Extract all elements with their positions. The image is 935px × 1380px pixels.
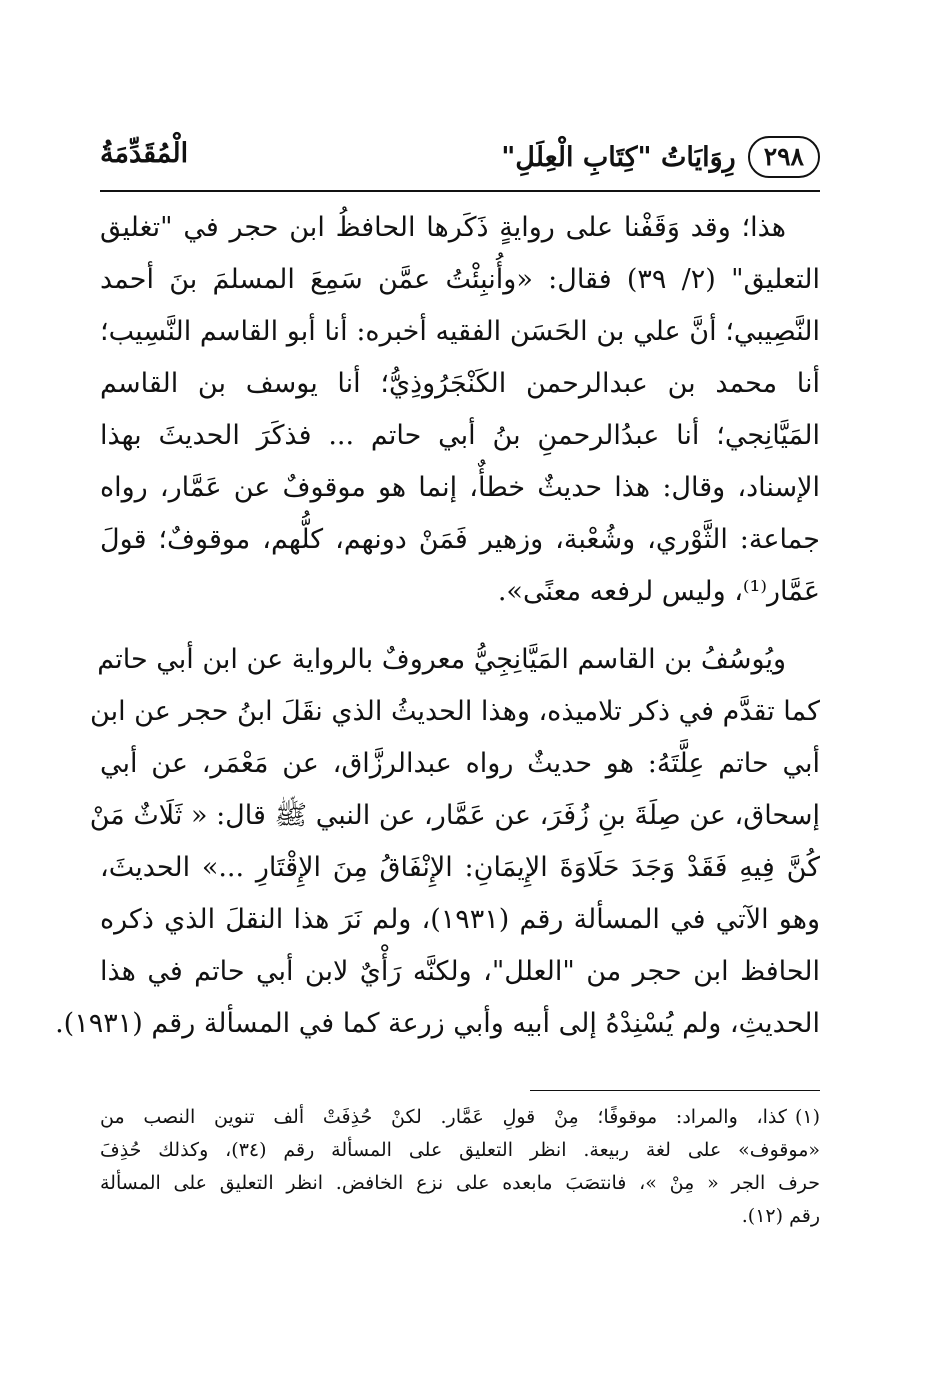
text-line: إسحاق، عن صِلَةَ بنِ زُفَرَ، عن عَمَّار، عن النبي ﷺ قال: « ثَلَاثٌ مَنْ <box>89 800 820 831</box>
text-line: الحافظ ابن حجر من "العلل"، ولكنَّه رَأْيٌ لابن أبي حاتم في هذا <box>100 956 820 987</box>
paragraph-2 <box>55 634 820 1050</box>
book-page <box>55 130 821 1233</box>
footnote-divider <box>530 1090 820 1091</box>
footnote-line <box>100 1101 820 1134</box>
footnote-line: حرف الجر « مِنْ »، فانتصَبَ مابعده على نزع الخافض. انظر التعليق على المسألة <box>100 1172 820 1194</box>
text-line: هذا؛ وقد وَقَفْنا على روايةٍ ذَكَرها الحافظُ ابن حجر في "تغليق <box>100 212 786 243</box>
text-line: عَمَّار⁽¹⁾، وليس لرفعه معنًى». <box>497 576 820 607</box>
footnote <box>100 1101 820 1233</box>
paragraph-1 <box>100 202 820 618</box>
section-title: الْمُقَدِّمَةُ <box>100 138 189 169</box>
footnote-line: «موقوف» على لغة ربيعة. انظر التعليق على المسألة رقم (٣٤)، وكذلك حُذِفَ <box>100 1139 820 1161</box>
main-text <box>55 202 821 1050</box>
book-title: رِوَايَاتُ "كِتَابِ الْعِلَلِ" <box>501 141 736 173</box>
page-number: ٢٩٨ <box>748 136 820 178</box>
header-title-group <box>501 136 820 178</box>
text-line: كما تقدَّم في ذكر تلاميذه، وهذا الحديثُ الذي نقَلَ ابنُ حجر عن ابن <box>90 696 820 727</box>
text-line: أبي حاتم عِلَّتَهُ: هو حديثٌ رواه عبدالرزَّاق، عن مَعْمَر، عن أبي <box>100 748 820 779</box>
text-line: ويُوسُفُ بن القاسم المَيَّانِجِيُّ معروفٌ بالرواية عن ابن أبي حاتم <box>97 644 786 675</box>
text-line: جماعة: الثَّوْري، وشُعْبة، وزهير فَمَنْ دونهم، كلُّهم، موقوفٌ؛ قولَ <box>100 524 820 555</box>
footnote-line: رقم (١٢). <box>741 1205 820 1227</box>
text-line: كُنَّ فِيهِ فَقَدْ وَجَدَ حَلَاوَةَ الإِيمَانِ: الإِنْفَاقُ مِنَ الإِقْتَارِ ...» الحديثَ، <box>100 852 820 883</box>
text-line: وهو الآتي في المسألة رقم (١٩٣١)، ولم نَرَ هذا النقلَ الذي ذكره <box>100 904 820 935</box>
footnote-text: كذا، والمراد: موقوفًا؛ مِنْ قولِ عَمَّار. لكنْ حُذِفَتْ ألف تنوين النصب من <box>100 1106 787 1128</box>
text-line: المَيَّانِجي؛ أنا عبدُالرحمنِ بنُ أبي حاتم ... فذكَرَ الحديثَ بهذا <box>100 420 820 451</box>
text-line: الإسناد، وقال: هذا حديثٌ خطأٌ، إنما هو موقوفٌ عن عَمَّار، رواه <box>100 472 820 503</box>
text-line: التعليق" (٢/ ٣٩) فقال: «وأُنبِئْتُ عمَّن سَمِعَ المسلمَ بنَ أحمد <box>100 264 821 295</box>
text-line: الحديثِ، ولم يُسْنِدْهُ إلى أبيه وأبي زرعة كما في المسألة رقم (١٩٣١). <box>55 1008 820 1039</box>
text-line: النَّصِيبي؛ أنَّ علي بن الحَسَن الفقيه أخبره: أنا أبو القاسم النَّسِيب؛ <box>100 316 820 347</box>
footnote-number: (١) <box>794 1106 820 1128</box>
text-line: أنا محمد بن عبدالرحمن الكَنْجَرُوذِيُّ؛ أنا يوسف بن القاسم <box>100 368 820 399</box>
running-header <box>100 130 820 192</box>
